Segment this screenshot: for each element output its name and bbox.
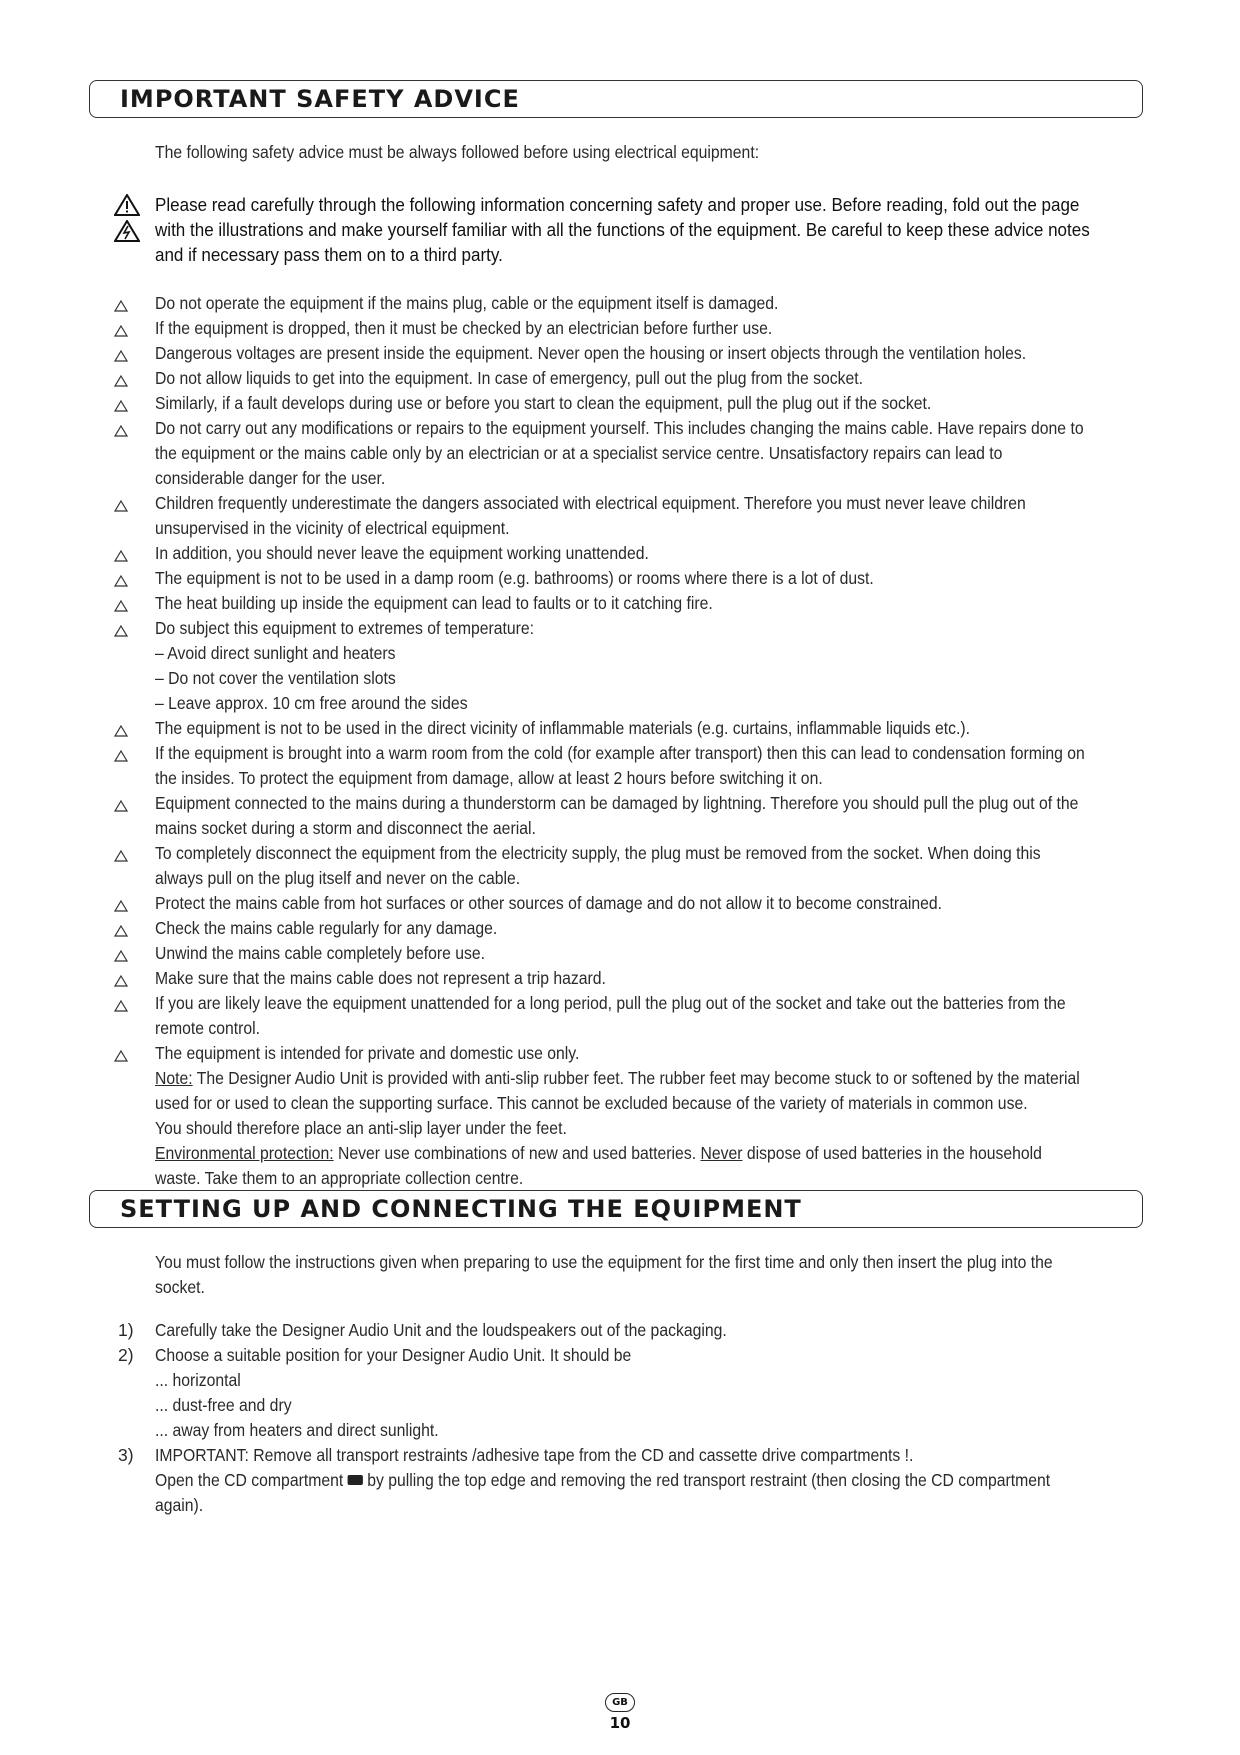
setup-heading: SETTING UP AND CONNECTING THE EQUIPMENT [120, 1195, 802, 1223]
triangle-bullet-icon [114, 549, 128, 561]
safety-section-header [89, 80, 1143, 118]
safety-heading: IMPORTANT SAFETY ADVICE [120, 85, 520, 113]
env-never: Never [700, 1143, 743, 1163]
list-item-text: Protect the mains cable from hot surfaces or other sources of damage and do not allow it to become constrained. [155, 893, 943, 913]
list-item [114, 916, 1194, 941]
setup-section-header [89, 1190, 1143, 1228]
list-item-text: The heat building up inside the equipment can lead to faults or to it catching fire. [155, 593, 713, 613]
triangle-bullet-icon [114, 599, 128, 611]
position-option: ... horizontal [155, 1370, 241, 1390]
temperature-sub-item: – Avoid direct sunlight and heaters [155, 643, 396, 663]
list-item [114, 391, 1194, 416]
note-paragraph [155, 1066, 1090, 1116]
list-item-text: To completely disconnect the equipment from the electricity supply, the plug must be removed from the socket. When doing this always pull on the plug itself and never on the cable. [155, 843, 1041, 888]
step-number: 1) [118, 1320, 134, 1340]
triangle-bullet-icon [114, 399, 128, 411]
triangle-bullet-icon [114, 974, 128, 986]
position-option: ... away from heaters and direct sunlight. [155, 1420, 439, 1440]
triangle-bullet-icon [114, 499, 128, 511]
list-item [114, 841, 1194, 891]
env-text-1: Never use combinations of new and used batteries. [333, 1143, 701, 1163]
list-item-text: Do not allow liquids to get into the equipment. In case of emergency, pull out the plug from the socket. [155, 368, 863, 388]
temperature-sub-item: – Leave approx. 10 cm free around the sides [155, 693, 468, 713]
triangle-bullet-icon [114, 999, 128, 1011]
list-item-text: Make sure that the mains cable does not represent a trip hazard. [155, 968, 606, 988]
list-item [114, 341, 1194, 366]
triangle-bullet-icon [114, 799, 128, 811]
triangle-bullet-icon [114, 899, 128, 911]
triangle-bullet-icon [114, 624, 128, 636]
triangle-bullet-icon [114, 574, 128, 586]
list-item-text: The equipment is not to be used in the direct vicinity of inflammable materials (e.g. curtains, inflammable liquids etc.). [155, 718, 971, 738]
page-footer [0, 1692, 1240, 1732]
step-number: 3) [118, 1445, 134, 1465]
step3-text-b: by pulling the top edge and removing the red transport restraint (then closing the CD compartment again). [155, 1470, 1051, 1515]
triangle-bullet-icon [114, 424, 128, 436]
note-paragraph-2: You should therefore place an anti-slip layer under the feet. [155, 1118, 567, 1138]
triangle-bullet-icon [114, 1049, 128, 1061]
list-item-text: If you are likely leave the equipment unattended for a long period, pull the plug out of the socket and take out the batteries from the remote control. [155, 993, 1066, 1038]
step3-text-a: Open the CD compartment [155, 1470, 348, 1490]
list-item [114, 991, 1194, 1041]
temperature-sub-item: – Do not cover the ventilation slots [155, 668, 396, 688]
triangle-bullet-icon [114, 299, 128, 311]
list-item-text: Similarly, if a fault develops during use or before you start to clean the equipment, pull the plug out if the socket. [155, 393, 932, 413]
triangle-bullet-icon [114, 374, 128, 386]
list-item [118, 1443, 1198, 1468]
triangle-bullet-icon [114, 924, 128, 936]
step-text: Choose a suitable position for your Designer Audio Unit. It should be [155, 1345, 632, 1365]
list-item [114, 591, 1194, 616]
triangle-bullet-icon [114, 349, 128, 361]
env-label: Environmental protection: [155, 1143, 334, 1163]
triangle-bullet-icon [114, 324, 128, 336]
list-item [114, 941, 1194, 966]
step-text: IMPORTANT: Remove all transport restraints /adhesive tape from the CD and cassette drive compartments !. [155, 1445, 914, 1465]
warning-triangle-icon [114, 194, 140, 216]
list-item [114, 541, 1194, 566]
triangle-bullet-icon [114, 749, 128, 761]
list-item [114, 1041, 1194, 1066]
step-number: 2) [118, 1345, 134, 1365]
list-item [114, 566, 1194, 591]
note-label: Note: [155, 1068, 193, 1088]
list-item-text: Dangerous voltages are present inside the equipment. Never open the housing or insert objects through the ventilation holes. [155, 343, 1027, 363]
list-item [114, 291, 1194, 316]
page-number: 10 [609, 1714, 631, 1732]
triangle-bullet-icon [114, 949, 128, 961]
note-text: The Designer Audio Unit is provided with anti-slip rubber feet. The rubber feet may become stuck to or softened by the material used for or used to clean the supporting surface. This cannot be excluded because of the variety of materials in common use. [155, 1068, 1080, 1113]
list-item-text: Unwind the mains cable completely before use. [155, 943, 486, 963]
position-option: ... dust-free and dry [155, 1395, 292, 1415]
triangle-bullet-icon [114, 724, 128, 736]
list-item-text: In addition, you should never leave the equipment working unattended. [155, 543, 649, 563]
list-item-text: Do not operate the equipment if the mains plug, cable or the equipment itself is damaged. [155, 293, 779, 313]
list-item-text: If the equipment is brought into a warm room from the cold (for example after transport) then this can lead to condensation forming on the insides. To protect the equipment from damage, allow at least 2 hours before switching it on. [155, 743, 1085, 788]
warning-text: Please read carefully through the following information concerning safety and proper use. Before reading, fold out the page with the illustrations and make yourself familiar with all the functions of the equipment. Be careful to keep these advice notes and if necessary pass them on to a third party. [155, 194, 1090, 265]
list-item-text: If the equipment is dropped, then it must be checked by an electrician before further use. [155, 318, 773, 338]
triangle-bullet-icon [114, 849, 128, 861]
setup-intro: You must follow the instructions given when preparing to use the equipment for the first time and only then insert the plug into the socket. [155, 1252, 1053, 1297]
list-item-text: Do subject this equipment to extremes of temperature: [155, 618, 535, 638]
list-item-text: The equipment is intended for private and domestic use only. [155, 1043, 580, 1063]
list-item [114, 716, 1194, 741]
list-item-text: Do not carry out any modifications or repairs to the equipment yourself. This includes changing the mains cable. Have repairs done to the equipment or the mains cable only by an electrician or at a specialist service centre. Unsatisfactory repairs can lead to considerable danger for the user. [155, 418, 1084, 488]
safety-intro: The following safety advice must be always followed before using electrical equipment: [155, 142, 760, 162]
step3-detail [155, 1468, 1091, 1518]
list-item [114, 741, 1194, 791]
list-item [114, 891, 1194, 916]
electric-hazard-icon [114, 220, 140, 242]
list-item [114, 616, 1194, 641]
list-item [118, 1343, 1198, 1368]
list-item-text: Children frequently underestimate the dangers associated with electrical equipment. Therefore you must never leave children unsupervised in the vicinity of electrical equipment. [155, 493, 1026, 538]
safety-list [114, 291, 1194, 1191]
list-item [114, 416, 1194, 491]
list-item [114, 366, 1194, 391]
env-text-2: dispose of used batteries in the household waste. Take them to an appropriate collection centre. [155, 1143, 1042, 1188]
list-item-text: The equipment is not to be used in a damp room (e.g. bathrooms) or rooms where there is a lot of dust. [155, 568, 874, 588]
list-item-text: Check the mains cable regularly for any damage. [155, 918, 498, 938]
list-item [118, 1318, 1198, 1343]
setup-steps [118, 1318, 1198, 1518]
list-item [114, 791, 1194, 841]
list-item-text: Equipment connected to the mains during a thunderstorm can be damaged by lightning. Therefore you should pull the plug out of the mains socket during a storm and disconnect the aerial. [155, 793, 1079, 838]
list-item [114, 316, 1194, 341]
list-item [114, 966, 1194, 991]
environment-paragraph [155, 1141, 1090, 1191]
list-item [114, 491, 1194, 541]
country-badge: GB [605, 1693, 635, 1712]
cd-compartment-icon [348, 1475, 363, 1485]
step-text: Carefully take the Designer Audio Unit and the loudspeakers out of the packaging. [155, 1320, 727, 1340]
